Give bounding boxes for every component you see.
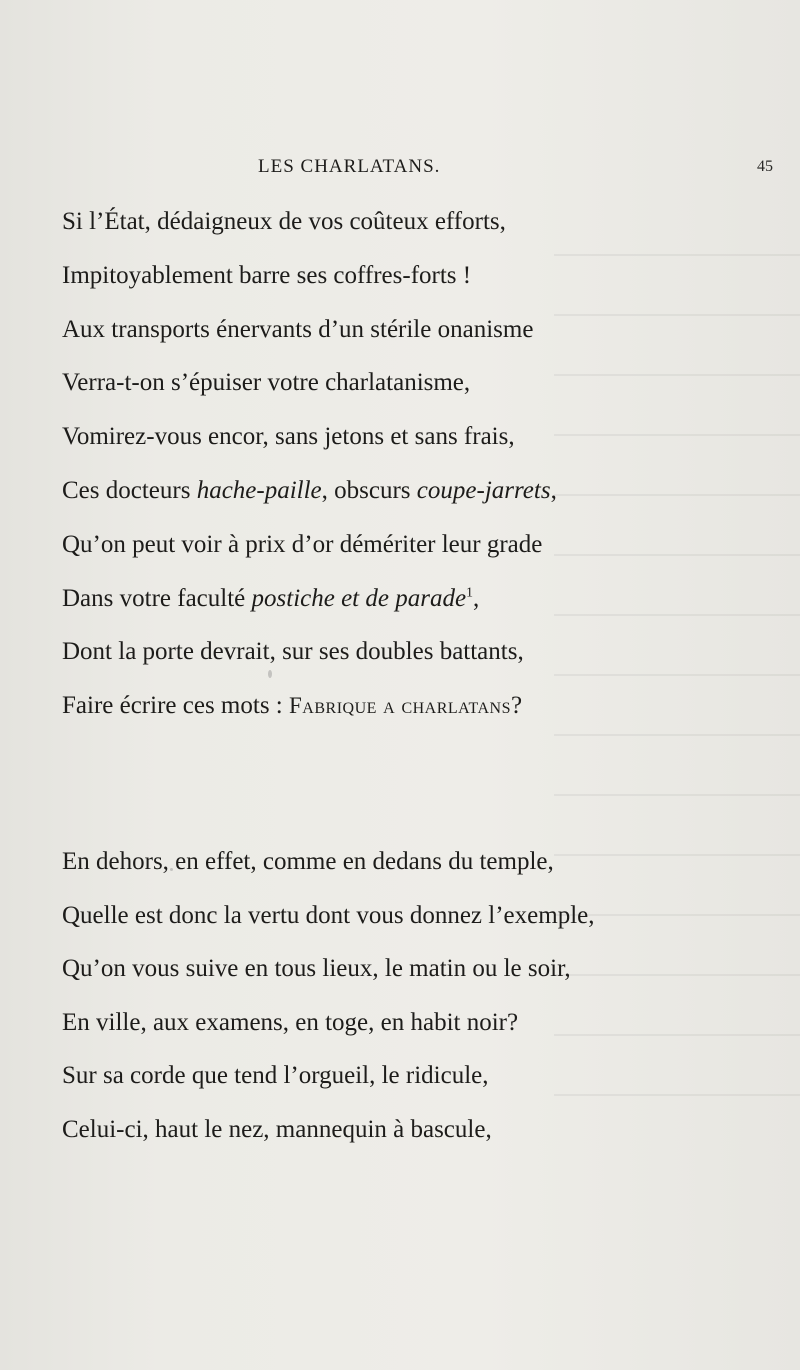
- verse-line: [62, 572, 782, 626]
- verse-text: , obscurs: [321, 476, 417, 504]
- verse-line: Qu’on peut voir à prix d’or démériter leur grade: [62, 530, 543, 558]
- verse-text: ,: [550, 476, 557, 504]
- verse-line: [62, 679, 782, 733]
- verse-line: Quelle est donc la vertu dont vous donnez l’exemple,: [62, 901, 595, 929]
- running-title: LES CHARLATANS.: [258, 156, 441, 177]
- verse-line: Qu’on vous suive en tous lieux, le matin ou le soir,: [62, 955, 571, 983]
- footnote-marker: 1: [466, 585, 474, 601]
- verse-line: En ville, aux examens, en toge, en habit noir?: [62, 1008, 519, 1036]
- verse-line: [62, 464, 782, 518]
- verse-line: Celui-ci, haut le nez, mannequin à bascule,: [62, 1115, 492, 1143]
- verse-line: Impitoyablement barre ses coffres-forts !: [62, 261, 472, 289]
- verse-line: Sur sa corde que tend l’orgueil, le ridicule,: [62, 1062, 489, 1090]
- stanza-1: [62, 195, 782, 733]
- verse-text: ,: [473, 584, 480, 612]
- verse-line: En dehors, en effet, comme en dedans du temple,: [62, 848, 554, 875]
- italic-term: coupe-jarrets: [416, 476, 551, 504]
- italic-term: hache-paille: [196, 476, 322, 504]
- verse-text: ?: [510, 692, 523, 720]
- stanza-2: [62, 835, 782, 1157]
- verse-line: Dont la porte devrait, sur ses doubles battants,: [62, 638, 524, 666]
- page-header: [0, 148, 800, 188]
- page-number: 45: [757, 158, 773, 175]
- verse-line: Aux transports énervants d’un stérile onanisme: [62, 315, 534, 343]
- small-caps-phrase: Fabrique a charlatans: [289, 693, 511, 719]
- verse-line: Si l’État, dédaigneux de vos coûteux efforts,: [62, 208, 506, 235]
- verse-line: Vomirez-vous encor, sans jetons et sans frais,: [62, 423, 515, 451]
- verse-line: Verra-t-on s’épuiser votre charlatanisme,: [62, 369, 471, 397]
- verse-text: Faire écrire ces mots :: [62, 692, 289, 720]
- verse-text: Ces docteurs: [62, 476, 197, 504]
- italic-term: postiche et de parade: [251, 584, 467, 612]
- verse-text: Dans votre faculté: [62, 584, 252, 612]
